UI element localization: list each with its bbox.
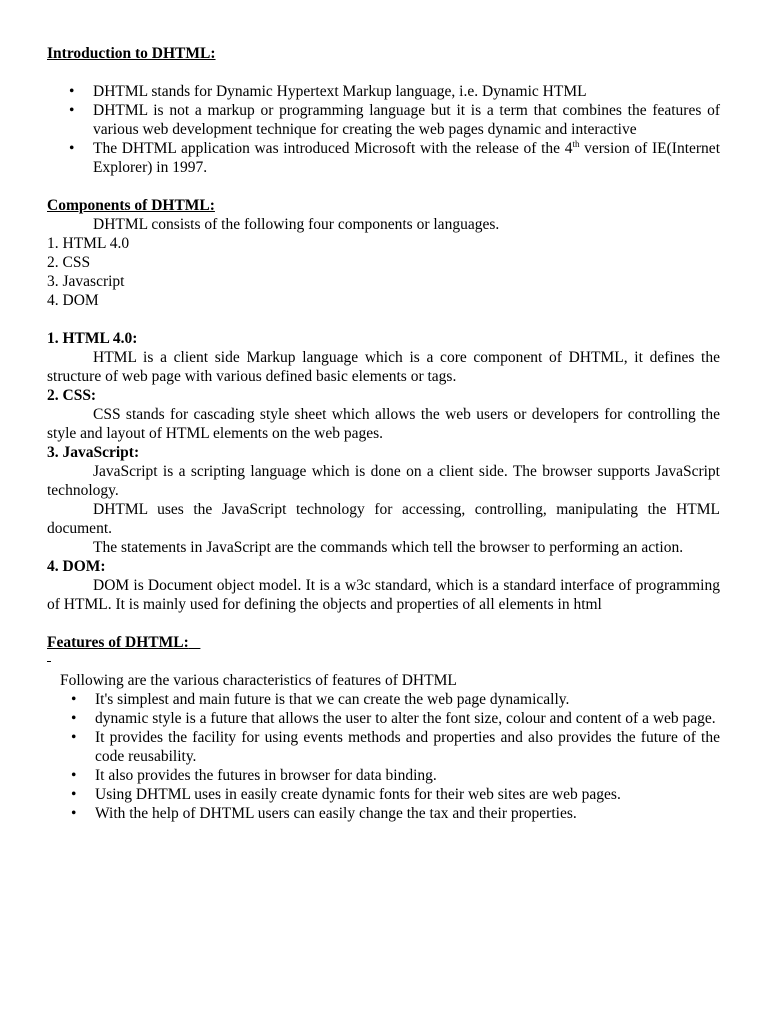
- components-list-item: 2. CSS: [47, 254, 91, 271]
- components-heading: Components of DHTML:: [47, 197, 215, 214]
- components-list-item: 3. Javascript: [47, 273, 125, 290]
- dom-section-text: DOM is Document object model. It is a w3c standard, which is a standard interface of programming of HTML. It is mainly used for defining the objects and properties of all elements in html: [47, 577, 720, 613]
- feature-bullet: • It also provides the futures in browser for data binding.: [47, 766, 720, 785]
- spacer: [47, 310, 720, 329]
- html-section-title: 1. HTML 4.0:: [47, 330, 138, 347]
- underline-mark: [47, 661, 51, 662]
- stray-mark: [47, 652, 720, 671]
- features-heading: [47, 633, 720, 652]
- features-intro: Following are the various characteristics of features of DHTML: [60, 672, 457, 689]
- feature-bullet: • With the help of DHTML users can easily change the tax and their properties.: [47, 804, 720, 823]
- features-bullet-list: [47, 690, 720, 823]
- superscript-th: th: [572, 139, 580, 149]
- intro-bullet: • DHTML is not a markup or programming language but it is a term that combines the features of various web development technique for creating the web pages dynamic and interactive: [47, 101, 720, 139]
- js-section-text: DHTML uses the JavaScript technology for accessing, controlling, manipulating the HTML document.: [47, 501, 720, 537]
- document-page: [47, 44, 720, 823]
- js-section-text: The statements in JavaScript are the commands which tell the browser to performing an action.: [93, 539, 684, 556]
- spacer: [47, 63, 720, 82]
- js-section-text: JavaScript is a scripting language which is done on a client side. The browser supports JavaScript technology.: [47, 463, 720, 499]
- spacer: [47, 614, 720, 633]
- css-section-title: 2. CSS:: [47, 387, 97, 404]
- css-section-text: CSS stands for cascading style sheet which allows the web users or developers for controlling the style and layout of HTML elements on the web pages.: [47, 406, 720, 442]
- feature-bullet: • Using DHTML uses in easily create dynamic fonts for their web sites are web pages.: [47, 785, 720, 804]
- components-intro: DHTML consists of the following four components or languages.: [93, 216, 500, 233]
- components-list-item: 1. HTML 4.0: [47, 235, 130, 252]
- feature-bullet: • It provides the facility for using events methods and properties and also provides the future of the code reusability.: [47, 728, 720, 766]
- feature-bullet: • dynamic style is a future that allows the user to alter the font size, colour and content of a web page.: [47, 709, 720, 728]
- components-list-item: 4. DOM: [47, 292, 99, 309]
- feature-bullet: • It's simplest and main future is that we can create the web page dynamically.: [47, 690, 720, 709]
- html-section-text: HTML is a client side Markup language which is a core component of DHTML, it defines the structure of web page with various defined basic elements or tags.: [47, 349, 720, 385]
- features-heading-text: Features of DHTML:: [47, 634, 189, 651]
- intro-bullet: • DHTML stands for Dynamic Hypertext Markup language, i.e. Dynamic HTML: [47, 82, 720, 101]
- spacer: [47, 177, 720, 196]
- js-section-title: 3. JavaScript:: [47, 444, 140, 461]
- intro-bullet-list: [47, 82, 720, 177]
- intro-bullet-text: The DHTML application was introduced Microsoft with the release of the 4: [93, 140, 573, 157]
- dom-section-title: 4. DOM:: [47, 558, 106, 575]
- intro-bullet-text-end: version of IE(Internet Explorer) in 1997.: [93, 140, 720, 176]
- intro-bullet: [47, 139, 720, 177]
- intro-heading: Introduction to DHTML:: [47, 45, 216, 62]
